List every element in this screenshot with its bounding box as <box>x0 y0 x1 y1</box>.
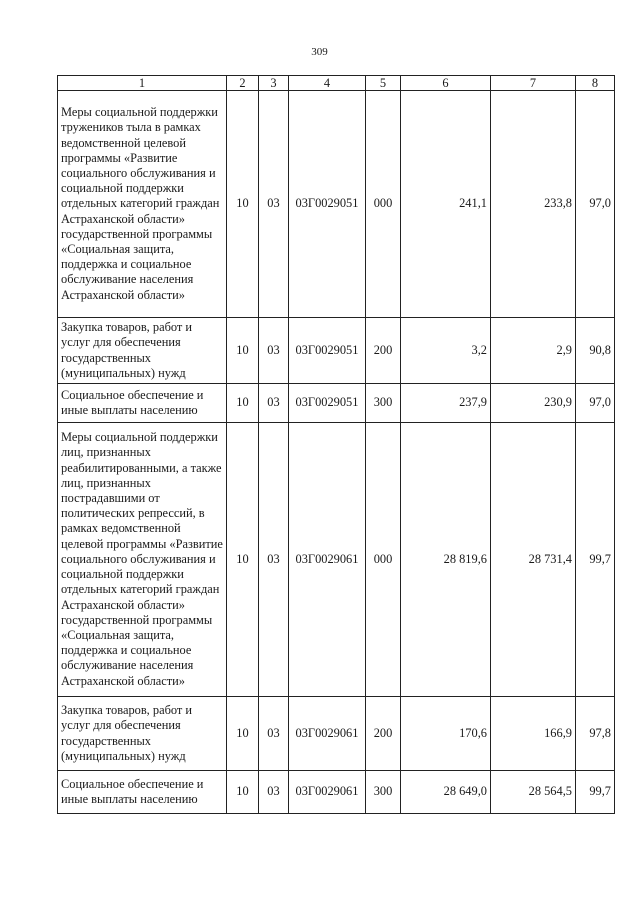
target-article-code: 03Г0029051 <box>289 91 366 318</box>
budget-table <box>57 75 615 814</box>
target-article-code: 03Г0029061 <box>289 423 366 697</box>
execution-percent: 97,0 <box>576 384 615 423</box>
page-number: 309 <box>311 46 328 58</box>
column-header-5: 5 <box>366 76 401 91</box>
section-code: 10 <box>227 91 259 318</box>
section-code: 10 <box>227 384 259 423</box>
subsection-code: 03 <box>259 423 289 697</box>
execution-percent: 99,7 <box>576 423 615 697</box>
expense-type-code: 000 <box>366 91 401 318</box>
planned-amount: 28 649,0 <box>401 771 491 814</box>
planned-amount: 28 819,6 <box>401 423 491 697</box>
header-row <box>58 76 615 91</box>
planned-amount: 241,1 <box>401 91 491 318</box>
row-name: Меры социальной поддержки лиц, признанных реабилитированными, а также лиц, признанных пострадавшими от политических репрессий, в рамках ведомственной целевой программы «Развитие социального обслуживания и социальной поддержки отдельных категорий граждан Астраханской области» государственной программы «Социальная защита, поддержка и социальное обслуживание населения Астраханской области» <box>58 423 227 697</box>
subsection-code: 03 <box>259 91 289 318</box>
target-article-code: 03Г0029061 <box>289 697 366 771</box>
execution-percent: 97,0 <box>576 91 615 318</box>
table-row <box>58 423 615 697</box>
expense-type-code: 300 <box>366 771 401 814</box>
executed-amount: 28 564,5 <box>491 771 576 814</box>
column-header-3: 3 <box>259 76 289 91</box>
row-name: Социальное обеспечение и иные выплаты населению <box>58 384 227 423</box>
executed-amount: 28 731,4 <box>491 423 576 697</box>
execution-percent: 99,7 <box>576 771 615 814</box>
row-name: Социальное обеспечение и иные выплаты населению <box>58 771 227 814</box>
table-row <box>58 697 615 771</box>
executed-amount: 2,9 <box>491 318 576 384</box>
table-row <box>58 384 615 423</box>
column-header-4: 4 <box>289 76 366 91</box>
execution-percent: 90,8 <box>576 318 615 384</box>
column-header-6: 6 <box>401 76 491 91</box>
expense-type-code: 300 <box>366 384 401 423</box>
column-header-2: 2 <box>227 76 259 91</box>
section-code: 10 <box>227 423 259 697</box>
subsection-code: 03 <box>259 771 289 814</box>
column-header-1: 1 <box>58 76 227 91</box>
row-name: Меры социальной поддержки тружеников тыла в рамках ведомственной целевой программы «Развитие социального обслуживания и социальной поддержки отдельных категорий граждан Астраханской области» государственной программы «Социальная защита, поддержка и социальное обслуживание населения Астраханской области» <box>58 91 227 318</box>
expense-type-code: 200 <box>366 697 401 771</box>
planned-amount: 170,6 <box>401 697 491 771</box>
subsection-code: 03 <box>259 384 289 423</box>
section-code: 10 <box>227 697 259 771</box>
column-header-8: 8 <box>576 76 615 91</box>
column-header-7: 7 <box>491 76 576 91</box>
target-article-code: 03Г0029051 <box>289 318 366 384</box>
section-code: 10 <box>227 318 259 384</box>
row-name: Закупка товаров, работ и услуг для обеспечения государственных (муниципальных) нужд <box>58 697 227 771</box>
target-article-code: 03Г0029061 <box>289 771 366 814</box>
row-name: Закупка товаров, работ и услуг для обеспечения государственных (муниципальных) нужд <box>58 318 227 384</box>
table-row <box>58 771 615 814</box>
execution-percent: 97,8 <box>576 697 615 771</box>
subsection-code: 03 <box>259 697 289 771</box>
target-article-code: 03Г0029051 <box>289 384 366 423</box>
table-row <box>58 318 615 384</box>
planned-amount: 3,2 <box>401 318 491 384</box>
executed-amount: 230,9 <box>491 384 576 423</box>
subsection-code: 03 <box>259 318 289 384</box>
expense-type-code: 000 <box>366 423 401 697</box>
section-code: 10 <box>227 771 259 814</box>
planned-amount: 237,9 <box>401 384 491 423</box>
table-row <box>58 91 615 318</box>
expense-type-code: 200 <box>366 318 401 384</box>
executed-amount: 233,8 <box>491 91 576 318</box>
executed-amount: 166,9 <box>491 697 576 771</box>
